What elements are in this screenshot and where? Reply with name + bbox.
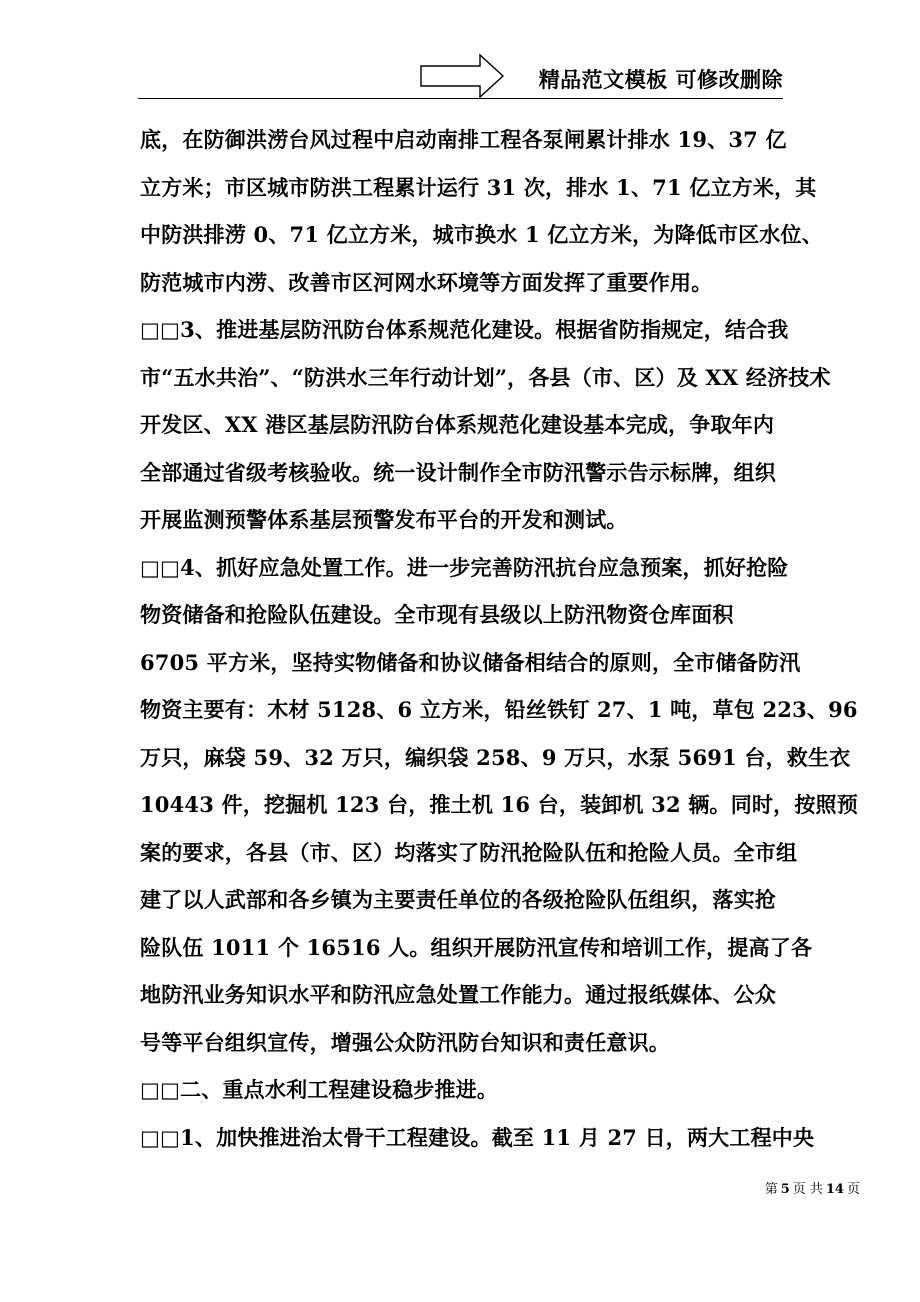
text-line: 防范城市内涝、改善市区河网水环境等方面发挥了重要作用。 [140,269,713,295]
text-line: □□4、抓好应急处置工作。进一步完善防汛抗台应急预案，抓好抢险 [140,554,789,580]
text-line: 立方米；市区城市防洪工程累计运行 31 次，排水 1、71 亿立方米，其 [140,174,817,200]
header-title: 精品范文模板 可修改删除 [538,68,783,92]
header-divider [138,98,783,99]
text-line: 万只，麻袋 59、32 万只，编织袋 258、9 万只，水泵 5691 台，救生衣 [140,744,851,770]
text-line: 开发区、XX 港区基层防汛防台体系规范化建设基本完成，争取年内 [140,412,775,437]
text-line: 开展监测预警体系基层预警发布平台的开发和测试。 [140,507,628,532]
text-line: 市“五水共治”、“防洪水三年行动计划”，各县（市、区）及 XX 经济技术 [140,364,831,390]
text-line: 底，在防御洪涝台风过程中启动南排工程各泵闸累计排水 19、37 亿 [140,127,787,152]
text-line: 建了以人武部和各乡镇为主要责任单位的各级抢险队伍组织，落实抢 [140,887,776,912]
text-line: 号等平台组织宣传，增强公众防汛防台知识和责任意识。 [140,1029,670,1055]
text-line: □□二、重点水利工程建设稳步推进。 [140,1077,499,1102]
footer-prefix: 第 [764,1182,778,1197]
footer-total-pages: 14 [825,1182,844,1197]
footer-suffix: 页 [846,1182,860,1197]
page-header [138,48,783,100]
page-footer [765,1178,860,1197]
text-line: 物资主要有：木材 5128、6 立方米，铅丝铁钉 27、1 吨，草包 223、96 [140,697,858,722]
text-line: 10443 件，挖掘机 123 台，推土机 16 台，装卸机 32 辆。同时，按照预 [140,792,858,817]
text-line: 6705 平方米，坚持实物储备和协议储备相结合的原则，全市储备防汛 [140,649,801,675]
text-line: 险队伍 1011 个 16516 人。组织开展防汛宣传和培训工作，提高了各 [140,934,813,960]
text-line: 全部通过省级考核验收。统一设计制作全市防汛警示告示标牌，组织 [140,459,776,485]
body-text [140,116,858,1161]
text-line: 物资储备和抢险队伍建设。全市现有县级以上防汛物资仓库面积 [140,602,734,627]
text-line: 案的要求，各县（市、区）均落实了防汛抢险队伍和抢险人员。全市组 [140,839,798,865]
text-line: □□1、加快推进治太骨干工程建设。截至 11 月 27 日，两大工程中央 [140,1124,815,1150]
text-line: □□3、推进基层防汛防台体系规范化建设。根据省防指规定，结合我 [140,317,789,342]
text-line: 中防洪排涝 0、71 亿立方米，城市换水 1 亿立方米，为降低市区水位、 [140,222,823,247]
right-arrow-outline-icon [420,54,504,98]
text-line: 地防汛业务知识水平和防汛应急处置工作能力。通过报纸媒体、公众 [140,982,776,1007]
footer-page-number: 5 [780,1182,790,1197]
footer-middle: 页 共 [792,1182,823,1197]
